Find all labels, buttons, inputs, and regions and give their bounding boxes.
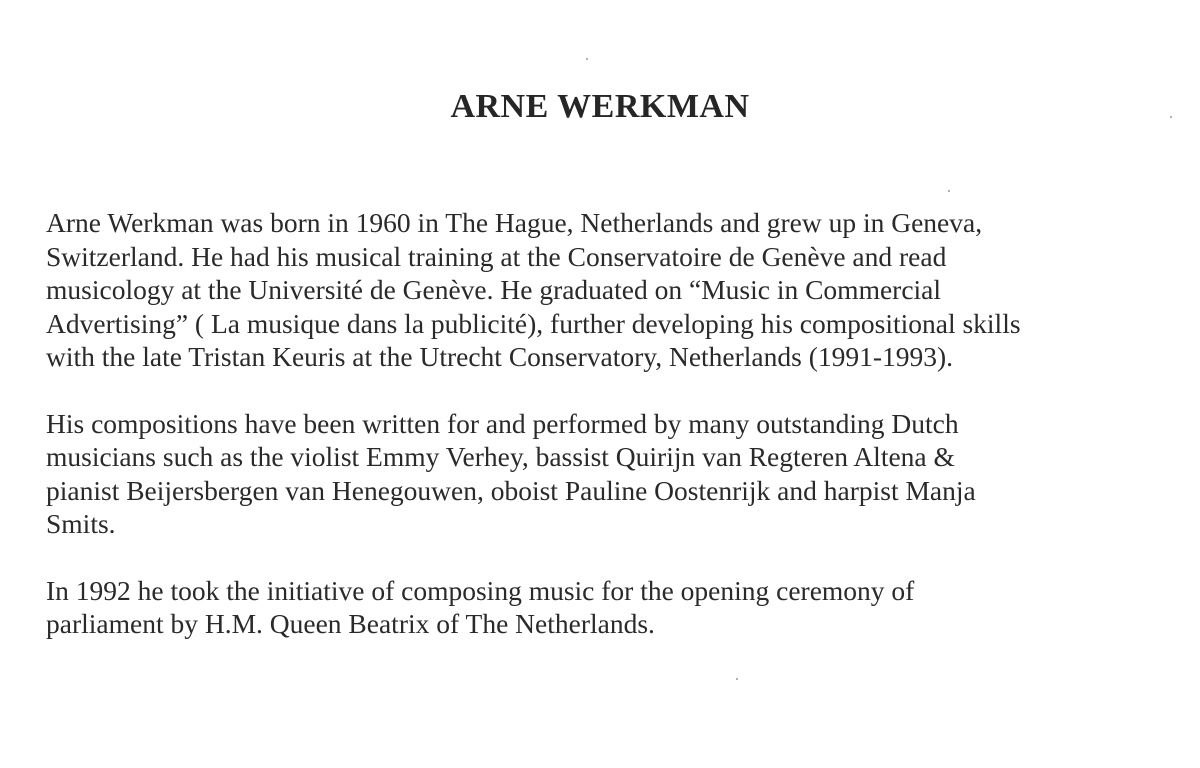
paragraph-line: Advertising” ( La musique dans la publicité), further developing his compositional skills xyxy=(46,307,1021,339)
paragraph-line: musicians such as the violist Emmy Verhey, bassist Quirijn van Regteren Altena & xyxy=(46,441,955,472)
paragraph-ceremony xyxy=(46,574,1176,641)
paragraph-line: with the late Tristan Keuris at the Utrecht Conservatory, Netherlands (1991-1993). xyxy=(46,341,954,372)
paragraph-line: In 1992 he took the initiative of composing music for the opening ceremony of xyxy=(46,574,915,606)
paragraph-line: musicology at the Université de Genève. He graduated on “Music in Commercial xyxy=(46,274,942,305)
document-body xyxy=(46,206,1176,674)
paragraph-line: Smits. xyxy=(46,508,116,539)
paragraph-compositions xyxy=(46,407,1176,541)
scan-speck xyxy=(736,678,738,680)
scan-speck xyxy=(1170,116,1172,118)
paragraph-line: pianist Beijersbergen van Henegouwen, oboist Pauline Oostenrijk and harpist Manja xyxy=(46,474,976,506)
paragraph-line: Arne Werkman was born in 1960 in The Hague, Netherlands and grew up in Geneva, xyxy=(46,207,983,238)
paragraph-line: Switzerland. He had his musical training at the Conservatoire de Genève and read xyxy=(46,240,947,272)
paragraph-biography xyxy=(46,206,1176,374)
scan-speck xyxy=(586,58,588,60)
paragraph-line: parliament by H.M. Queen Beatrix of The Netherlands. xyxy=(46,608,655,639)
document-title: ARNE WERKMAN xyxy=(450,88,750,125)
scan-speck xyxy=(948,190,950,192)
paragraph-line: His compositions have been written for and performed by many outstanding Dutch xyxy=(46,407,959,439)
